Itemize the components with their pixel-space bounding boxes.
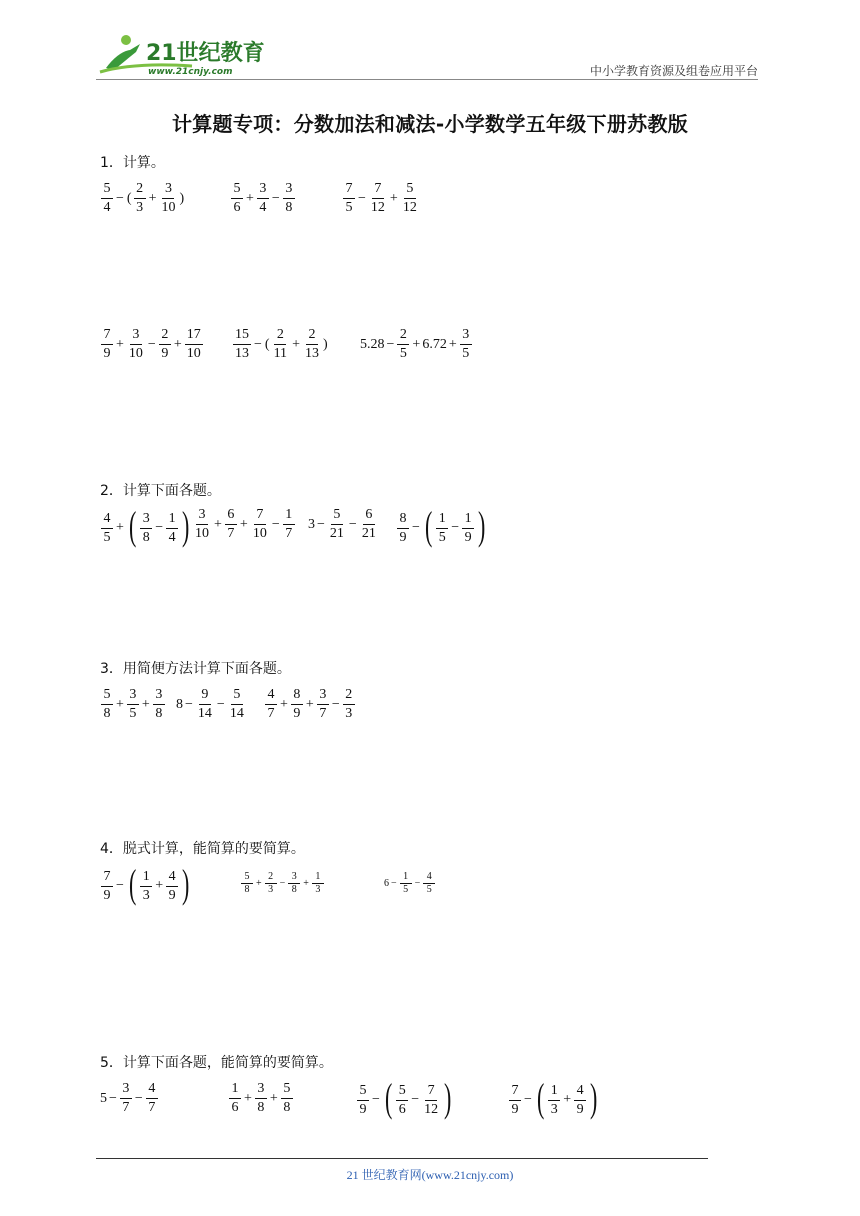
q1-expr-1: $\frac{5}{4}$ − ( $\frac{2}{3}$ + $\frac{3}{10}$ ) [100,182,185,215]
page-title: 计算题专项：分数加法和减法-小学数学五年级下册苏教版 [171,112,689,136]
question-4-heading: 4．脱式计算，能简算的要简算。 [100,841,305,857]
q3-expr-2: 8 − $\frac{9}{14}$ − $\frac{5}{14}$ [176,687,244,721]
q4-expr-2: $\frac{5}{8}$ + $\frac{2}{3}$ − $\frac{3}{8}$ + $\frac{1}{3}$ [240,872,325,895]
q5-expr-1: 5 − $\frac{3}{7}$ − $\frac{4}{7}$ [100,1082,159,1115]
header-divider [96,79,758,80]
q5-expr-3: $\frac{5}{9}$ − ( $\frac{5}{6}$ − $\frac{7}{12}$ ) [356,1080,454,1120]
q2-expr-3: 3 − $\frac{5}{21}$ − $\frac{6}{21}$ [308,507,376,541]
logo-text: 21世纪教育 [146,41,265,66]
q2-expr-1: $\frac{4}{5}$ + ( $\frac{3}{8}$ − $\frac{1}{4}$ ) [100,508,192,548]
question-3-heading: 3．用简便方法计算下面各题。 [100,661,291,677]
q5-expr-2: $\frac{1}{6}$ + $\frac{3}{8}$ + $\frac{5}{8}$ [228,1082,294,1115]
q3-expr-1: $\frac{5}{8}$ + $\frac{3}{5}$ + $\frac{3}{8}$ [100,688,166,721]
q4-expr-3: 6 − $\frac{1}{5}$ − $\frac{4}{5}$ [384,872,436,895]
logo-url: www.21cnjy.com [148,67,233,77]
q2-expr-4: $\frac{8}{9}$ − ( $\frac{1}{5}$ − $\frac{1}{9}$ ) [396,508,488,548]
q1-expr-5: $\frac{15}{13}$ − ( $\frac{2}{11}$ + $\frac{2}{13}$ ) [235,327,328,361]
logo-21cnjy [96,30,296,78]
q4-expr-1: $\frac{7}{9}$ − ( $\frac{1}{3}$ + $\frac{4}{9}$ ) [100,866,192,906]
q1-expr-2: $\frac{5}{6}$ + $\frac{3}{4}$ − $\frac{3}{8}$ [230,182,296,215]
question-5-heading: 5．计算下面各题，能简算的要简算。 [100,1055,333,1071]
q3-expr-3: $\frac{4}{7}$ + $\frac{8}{9}$ + $\frac{3}{7}$ − $\frac{2}{3}$ [264,688,356,721]
footer-link[interactable]: 21 世纪教育网(www.21cnjy.com) [346,1168,514,1182]
q2-expr-2: $\frac{3}{10}$ + $\frac{6}{7}$ + $\frac{7}{10}$ − $\frac{1}{7}$ [192,508,296,541]
question-1-heading: 1．计算。 [100,155,165,171]
q1-expr-3: $\frac{7}{5}$ − $\frac{7}{12}$ + $\frac{5}{12}$ [342,182,420,215]
q1-expr-6: 5.28 − $\frac{2}{5}$ + 6.72 + $\frac{3}{5}$ [360,328,473,361]
header-platform-text: 中小学教育资源及组卷应用平台 [589,64,758,78]
q1-expr-4: $\frac{7}{9}$ + $\frac{3}{10}$ − $\frac{2}{9}$ + $\frac{17}{10}$ [100,328,204,361]
q5-expr-4: $\frac{7}{9}$ − ( $\frac{1}{3}$ + $\frac{4}{9}$ ) [508,1080,600,1120]
question-2-heading: 2．计算下面各题。 [100,483,221,499]
footer-divider [96,1158,708,1159]
page-header [96,30,758,80]
